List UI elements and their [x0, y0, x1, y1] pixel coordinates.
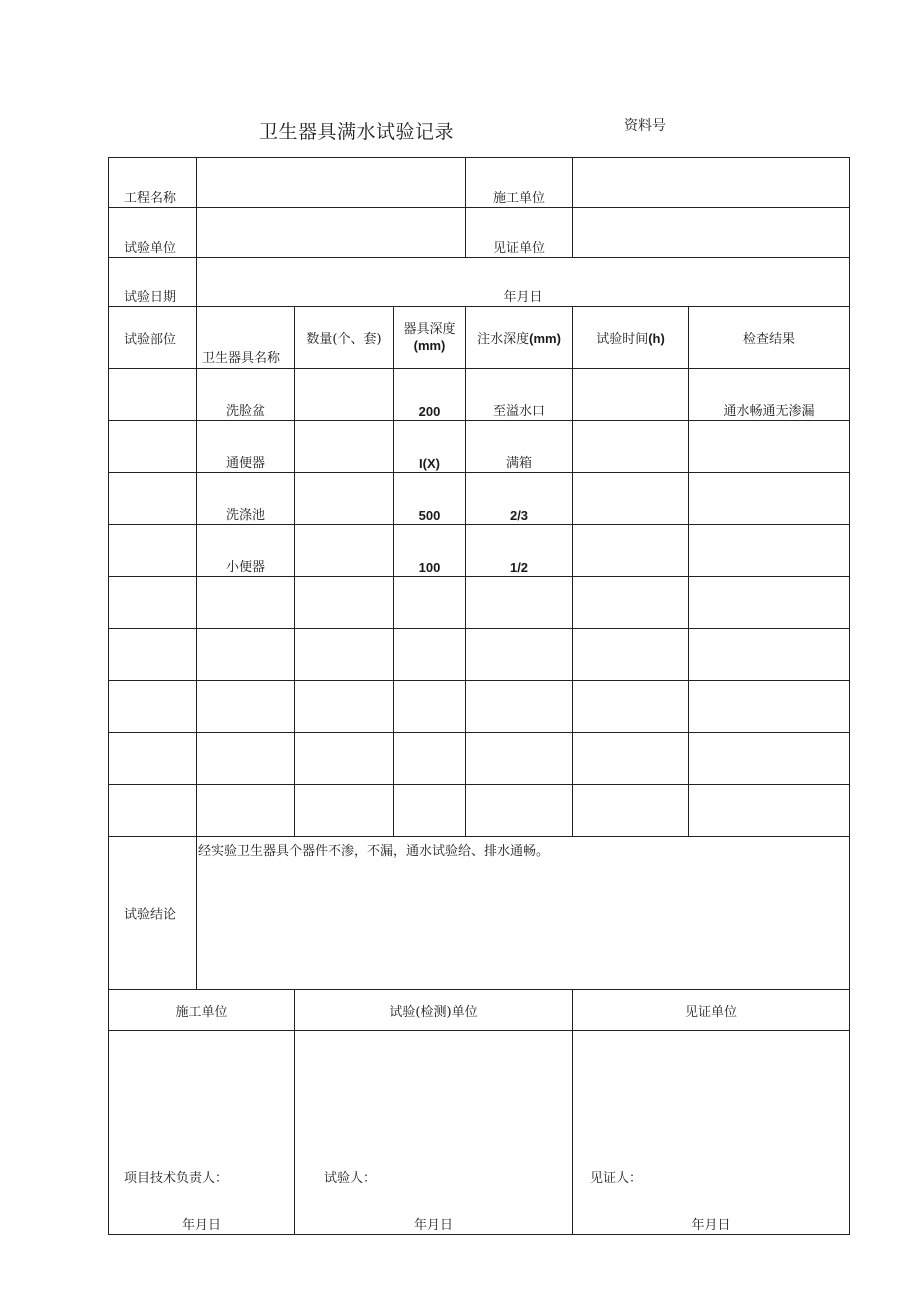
sig-construction-unit-header: 施工单位	[109, 990, 295, 1031]
empty-cell[interactable]	[689, 577, 850, 629]
empty-cell[interactable]	[394, 577, 466, 629]
witness-unit-label: 见证单位	[493, 241, 546, 256]
empty-row	[109, 681, 850, 733]
construction-unit-label: 施工单位	[493, 191, 546, 206]
quantity-cell[interactable]	[295, 369, 394, 421]
record-table	[108, 157, 850, 1235]
fixture-name: 洗脸盆	[225, 404, 265, 419]
depth-cell	[394, 421, 466, 473]
fill-depth-cell	[466, 369, 573, 421]
test-time-cell[interactable]	[573, 473, 689, 525]
empty-cell[interactable]	[573, 681, 689, 733]
depth-cell	[394, 525, 466, 577]
empty-cell[interactable]	[466, 733, 573, 785]
project-name-label: 工程名称	[124, 191, 177, 206]
test-date-label-cell	[109, 258, 197, 307]
col-header-part: 试验部位	[124, 332, 177, 347]
fixture-depth: 500	[418, 508, 441, 523]
empty-cell[interactable]	[573, 785, 689, 837]
empty-cell[interactable]	[689, 733, 850, 785]
fill-depth: 1/2	[509, 560, 529, 575]
table-row	[109, 421, 850, 473]
col-header-fill-depth-unit: (mm)	[529, 331, 561, 346]
part-cell[interactable]	[109, 421, 197, 473]
empty-cell[interactable]	[466, 577, 573, 629]
sig-witness-unit-header: 见证单位	[573, 990, 850, 1031]
construction-unit-label-cell	[466, 158, 573, 208]
result-cell[interactable]	[689, 525, 850, 577]
empty-cell[interactable]	[197, 785, 295, 837]
tester-label: 试验人：	[324, 1171, 377, 1186]
test-time-cell[interactable]	[573, 369, 689, 421]
empty-cell[interactable]	[197, 733, 295, 785]
test-time-cell[interactable]	[573, 525, 689, 577]
witness-unit-field[interactable]	[573, 208, 850, 258]
quantity-cell[interactable]	[295, 525, 394, 577]
fixture-name-cell	[197, 369, 295, 421]
sig-date-1: 年月日	[181, 1218, 221, 1233]
fixture-depth: I(X)	[419, 456, 440, 471]
fixture-name: 小便器	[225, 560, 265, 575]
empty-cell[interactable]	[573, 629, 689, 681]
quantity-cell[interactable]	[295, 421, 394, 473]
project-name-field[interactable]	[197, 158, 466, 208]
empty-cell[interactable]	[109, 681, 197, 733]
empty-cell[interactable]	[689, 785, 850, 837]
sig-construction-block[interactable]	[109, 1031, 295, 1235]
test-date-label: 试验日期	[124, 290, 177, 305]
empty-cell[interactable]	[573, 733, 689, 785]
result-cell	[689, 369, 850, 421]
empty-cell[interactable]	[109, 733, 197, 785]
empty-cell[interactable]	[295, 629, 394, 681]
fill-depth-cell	[466, 473, 573, 525]
fixture-name-cell	[197, 525, 295, 577]
sig-date-3: 年月日	[691, 1218, 731, 1233]
empty-cell[interactable]	[394, 629, 466, 681]
col-header-part-cell	[109, 307, 197, 369]
quantity-cell[interactable]	[295, 473, 394, 525]
fixture-name: 洗涤池	[225, 508, 265, 523]
col-header-fill-depth	[466, 307, 573, 369]
empty-cell[interactable]	[295, 785, 394, 837]
empty-cell[interactable]	[197, 577, 295, 629]
conclusion-field[interactable]	[197, 837, 850, 990]
test-unit-field[interactable]	[197, 208, 466, 258]
empty-cell[interactable]	[197, 681, 295, 733]
page-title: 卫生器具满水试验记录	[259, 121, 455, 143]
empty-cell[interactable]	[394, 733, 466, 785]
fill-depth: 满箱	[506, 456, 533, 471]
construction-unit-field[interactable]	[573, 158, 850, 208]
empty-row	[109, 577, 850, 629]
test-time-cell[interactable]	[573, 421, 689, 473]
empty-cell[interactable]	[197, 629, 295, 681]
col-header-depth-line1: 器具深度	[403, 321, 456, 337]
sig-test-unit-header: 试验(检测)单位	[295, 990, 573, 1031]
fill-depth: 至溢水口	[493, 404, 546, 419]
part-cell[interactable]	[109, 473, 197, 525]
part-cell[interactable]	[109, 369, 197, 421]
doc-number-label: 资料号	[624, 118, 666, 134]
fill-depth-cell	[466, 421, 573, 473]
empty-cell[interactable]	[466, 785, 573, 837]
col-header-test-time	[573, 307, 689, 369]
conclusion-text: 经实验卫生器具个器件不渗，不漏，通水试验给、排水通畅。	[198, 844, 550, 859]
fixture-depth: 100	[418, 560, 441, 575]
test-date-value: 年月日	[503, 290, 543, 305]
part-cell[interactable]	[109, 525, 197, 577]
conclusion-label: 试验结论	[124, 907, 177, 923]
col-header-depth-line2: (mm)	[413, 337, 446, 353]
col-header-test-time-unit: (h)	[648, 331, 665, 346]
project-name-label-cell	[109, 158, 197, 208]
conclusion-label-cell	[109, 837, 197, 990]
empty-cell[interactable]	[394, 785, 466, 837]
fixture-name: 通便器	[225, 456, 265, 471]
col-header-result: 检查结果	[689, 307, 850, 369]
empty-row	[109, 733, 850, 785]
sig-witness-block[interactable]	[573, 1031, 850, 1235]
empty-row	[109, 785, 850, 837]
col-header-fill-depth-text: 注水深度	[477, 332, 530, 347]
witness-label: 见证人：	[590, 1171, 643, 1186]
col-header-test-time-text: 试验时间	[596, 332, 649, 347]
test-unit-label-cell	[109, 208, 197, 258]
sig-test-block[interactable]	[295, 1031, 573, 1235]
col-header-quantity: 数量(个、套)	[295, 307, 394, 369]
sig-date-2: 年月日	[414, 1218, 454, 1233]
test-date-field[interactable]	[197, 258, 850, 307]
table-row	[109, 473, 850, 525]
table-row	[109, 369, 850, 421]
fixture-depth: 200	[418, 404, 441, 419]
check-result: 通水畅通无渗漏	[723, 404, 815, 419]
empty-cell[interactable]	[295, 577, 394, 629]
empty-cell[interactable]	[573, 577, 689, 629]
empty-cell[interactable]	[394, 681, 466, 733]
empty-cell[interactable]	[295, 733, 394, 785]
fill-depth-cell	[466, 525, 573, 577]
fixture-name-cell	[197, 473, 295, 525]
table-row	[109, 525, 850, 577]
tech-lead-label: 项目技术负责人：	[124, 1171, 229, 1186]
col-header-fixture-cell	[197, 307, 295, 369]
empty-row	[109, 629, 850, 681]
empty-cell[interactable]	[109, 577, 197, 629]
empty-cell[interactable]	[689, 681, 850, 733]
empty-cell[interactable]	[466, 681, 573, 733]
fill-depth: 2/3	[509, 508, 529, 523]
fixture-name-cell	[197, 421, 295, 473]
test-unit-label: 试验单位	[124, 241, 177, 256]
empty-cell[interactable]	[466, 629, 573, 681]
col-header-depth	[394, 307, 466, 369]
empty-cell[interactable]	[295, 681, 394, 733]
depth-cell	[394, 369, 466, 421]
empty-cell[interactable]	[109, 785, 197, 837]
empty-cell[interactable]	[109, 629, 197, 681]
depth-cell	[394, 473, 466, 525]
col-header-fixture-name: 卫生器具名称	[202, 351, 281, 366]
result-cell[interactable]	[689, 421, 850, 473]
witness-unit-label-cell	[466, 208, 573, 258]
result-cell[interactable]	[689, 473, 850, 525]
empty-cell[interactable]	[689, 629, 850, 681]
